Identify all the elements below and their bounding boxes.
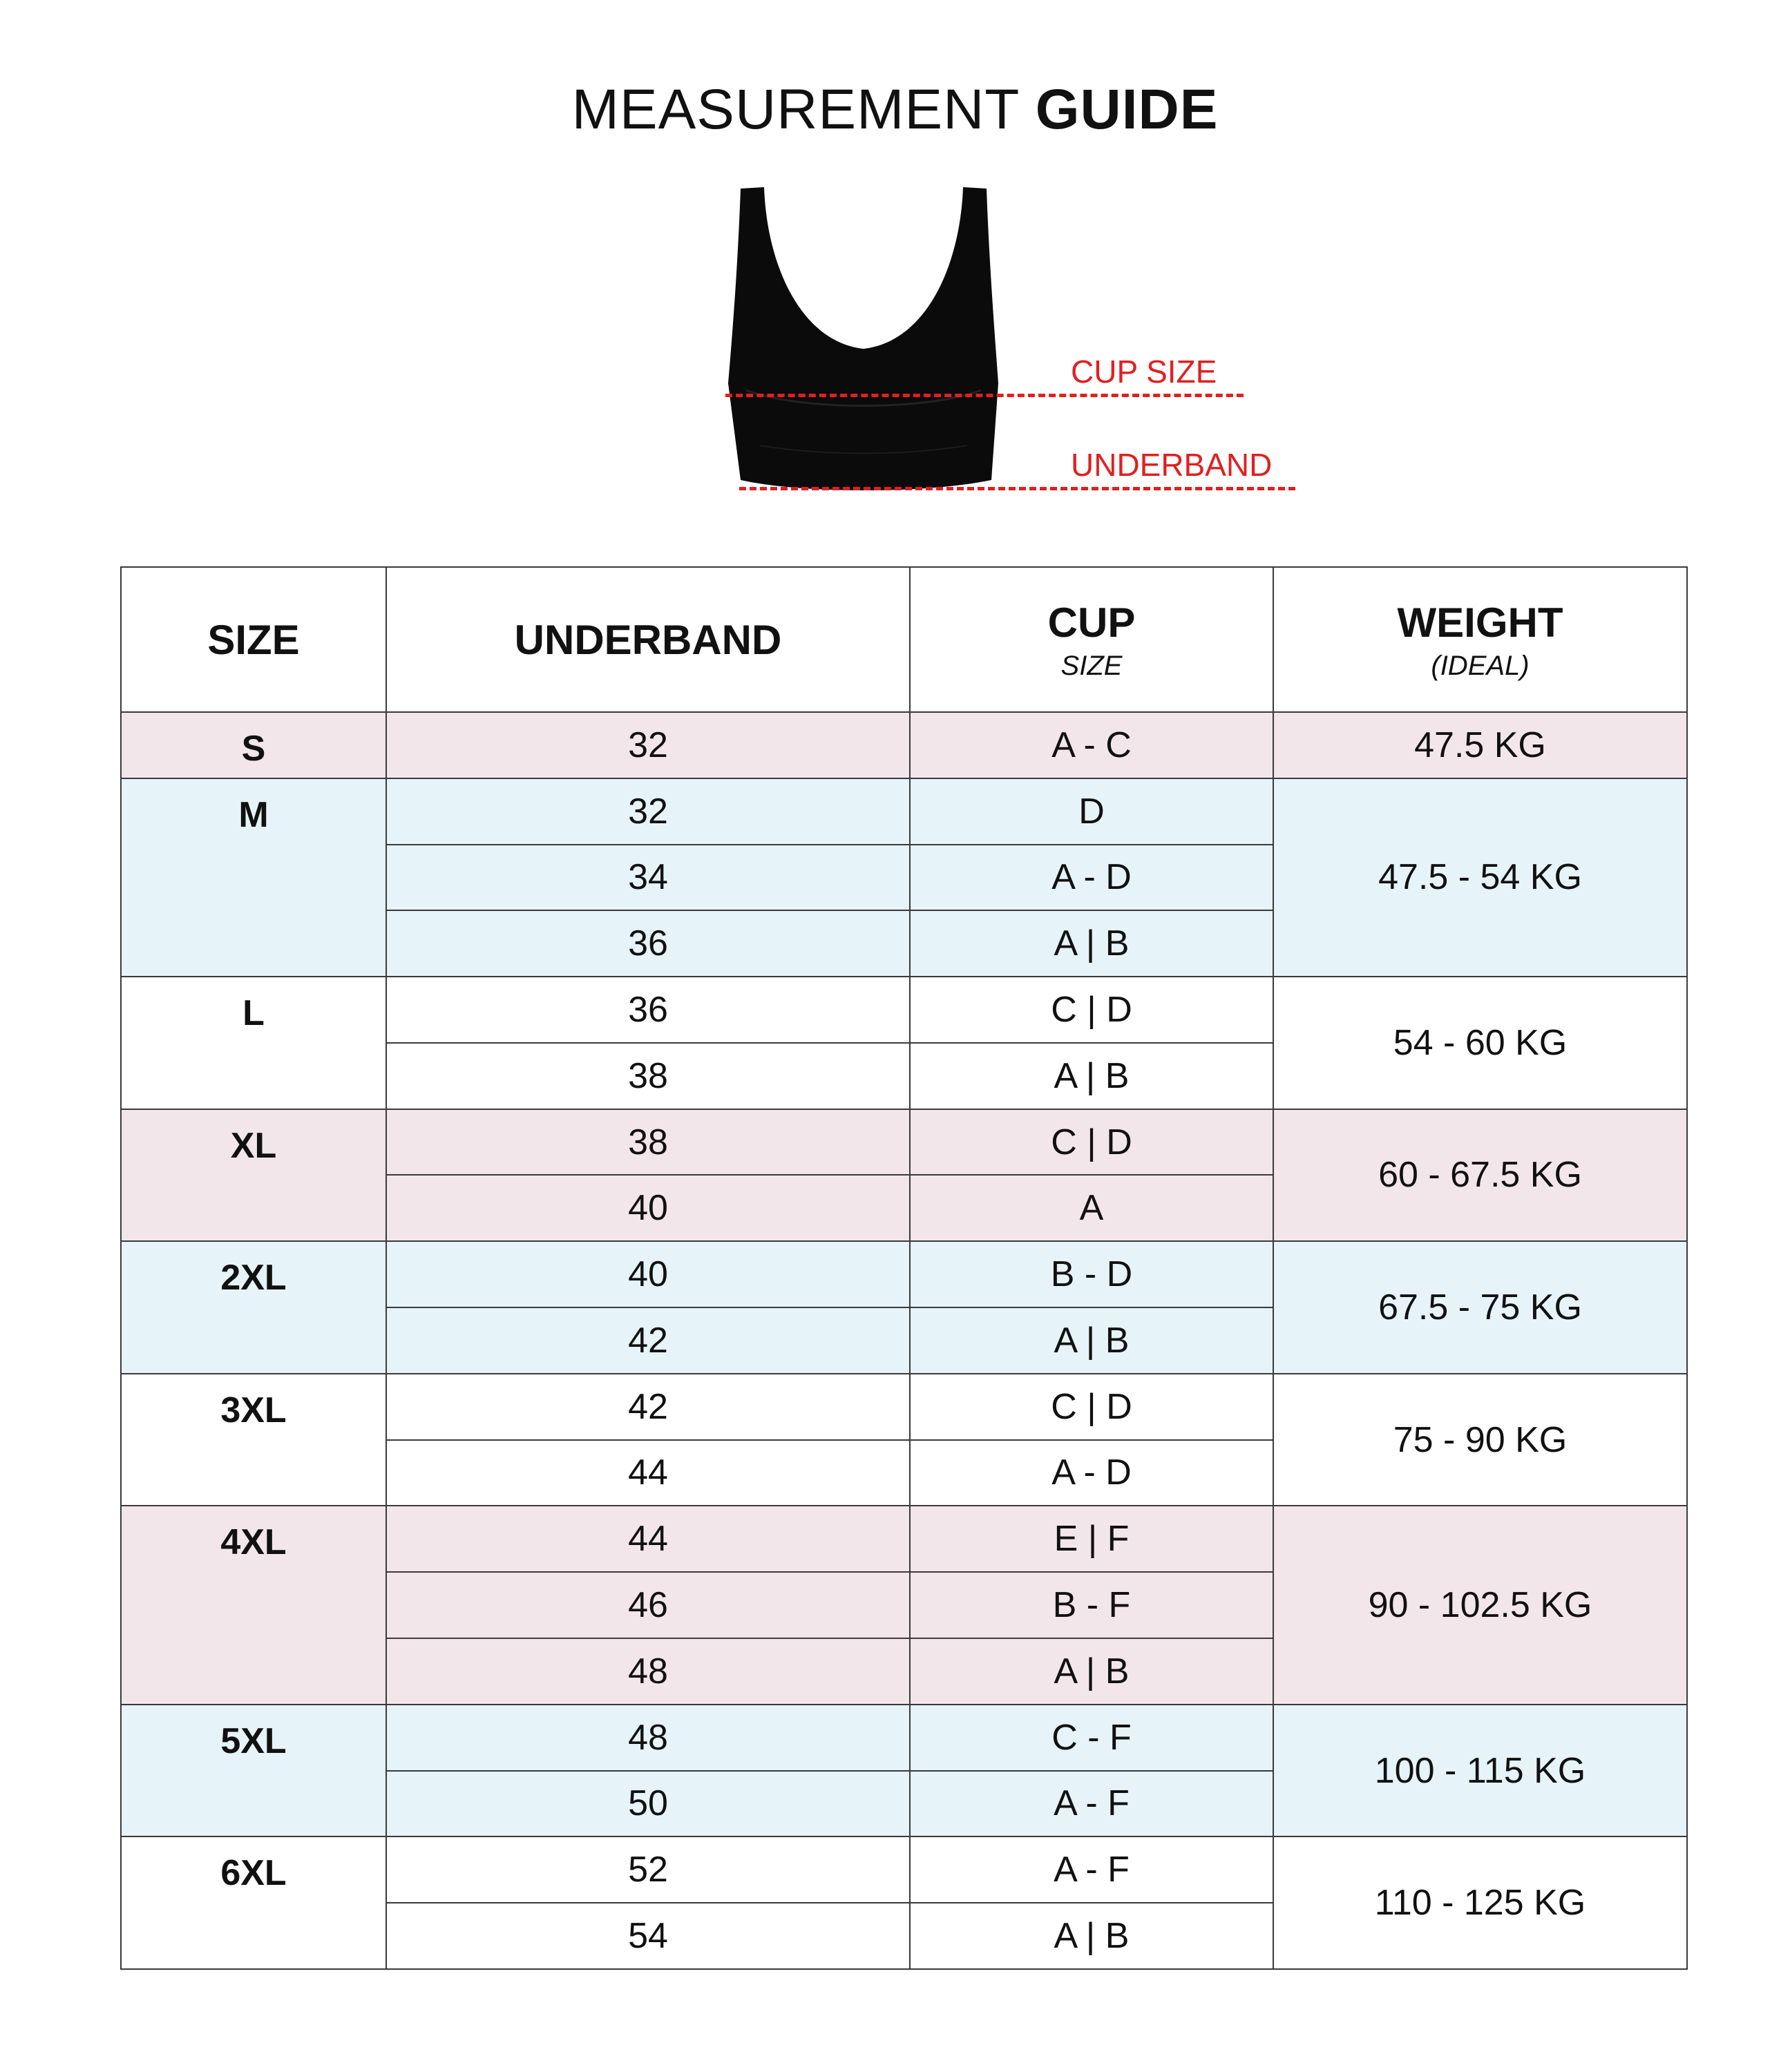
cup-cell: A | B [910, 1043, 1273, 1109]
cup-cell: A - D [910, 845, 1273, 911]
underband-cell: 38 [386, 1043, 910, 1109]
underband-cell: 46 [386, 1572, 910, 1638]
underband-cell: 48 [386, 1705, 910, 1771]
weight-cell: 75 - 90 KG [1273, 1374, 1687, 1506]
weight-cell: 60 - 67.5 KG [1273, 1109, 1687, 1242]
table-row [121, 1836, 1687, 1903]
table-row [121, 1109, 1687, 1176]
underband-label: UNDERBAND [1071, 447, 1273, 483]
cup-cell: A - D [910, 1440, 1273, 1506]
table-row [121, 977, 1687, 1043]
header-weight-sub: (IDEAL) [1431, 650, 1530, 681]
title-bold: GUIDE [1035, 78, 1219, 141]
cup-cell: A - F [910, 1771, 1273, 1837]
cup-size-label: CUP SIZE [1071, 354, 1217, 390]
cup-cell: C - F [910, 1705, 1273, 1771]
cup-cell: C | D [910, 977, 1273, 1043]
table-row [121, 778, 1687, 845]
size-cell: 2XL [121, 1241, 386, 1374]
cup-cell: A | B [910, 1638, 1273, 1705]
cup-cell: A [910, 1175, 1273, 1241]
size-cell: M [121, 778, 386, 977]
size-cell: 6XL [121, 1836, 386, 1969]
header-row [121, 567, 1687, 712]
cup-cell: E | F [910, 1506, 1273, 1572]
cup-cell: C | D [910, 1374, 1273, 1440]
cup-cell: A | B [910, 1903, 1273, 1969]
table-row [121, 1705, 1687, 1771]
title-regular: MEASUREMENT [571, 78, 1019, 141]
weight-cell: 47.5 KG [1273, 712, 1687, 778]
underband-cell: 42 [386, 1307, 910, 1374]
weight-cell: 54 - 60 KG [1273, 977, 1687, 1109]
cup-cell: A | B [910, 910, 1273, 977]
underband-cell: 48 [386, 1638, 910, 1705]
table-row [121, 1241, 1687, 1307]
size-cell: S [121, 712, 386, 778]
underband-cell: 34 [386, 845, 910, 911]
underband-cell: 40 [386, 1175, 910, 1241]
cup-cell: A - F [910, 1836, 1273, 1903]
cup-cell: A - C [910, 712, 1273, 778]
weight-cell: 90 - 102.5 KG [1273, 1506, 1687, 1704]
bra-measurement-figure [718, 183, 1313, 508]
header-underband [386, 567, 910, 712]
size-cell: 5XL [121, 1705, 386, 1837]
cup-cell: B - F [910, 1572, 1273, 1638]
header-cup-label: CUP [1047, 599, 1136, 646]
header-cup-sub: SIZE [1060, 650, 1123, 681]
size-cell: 4XL [121, 1506, 386, 1704]
header-underband-label: UNDERBAND [514, 616, 782, 663]
size-cell: 3XL [121, 1374, 386, 1506]
underband-cell: 44 [386, 1506, 910, 1572]
weight-cell: 47.5 - 54 KG [1273, 778, 1687, 977]
header-weight [1273, 567, 1687, 712]
size-cell: L [121, 977, 386, 1109]
cup-cell: A | B [910, 1307, 1273, 1374]
header-cup [910, 567, 1273, 712]
underband-cell: 44 [386, 1440, 910, 1506]
underband-cell: 32 [386, 778, 910, 845]
underband-cell: 36 [386, 910, 910, 977]
underband-cell: 54 [386, 1903, 910, 1969]
underband-cell: 32 [386, 712, 910, 778]
cup-size-line [725, 394, 1244, 397]
header-size [121, 567, 386, 712]
cup-cell: D [910, 778, 1273, 845]
underband-cell: 52 [386, 1836, 910, 1903]
underband-cell: 40 [386, 1241, 910, 1307]
table-body [121, 712, 1687, 1969]
underband-cell: 38 [386, 1109, 910, 1176]
underband-cell: 50 [386, 1771, 910, 1837]
weight-cell: 110 - 125 KG [1273, 1836, 1687, 1969]
page-title [0, 78, 1790, 141]
header-weight-label: WEIGHT [1397, 599, 1563, 646]
cup-cell: C | D [910, 1109, 1273, 1176]
size-table [120, 566, 1688, 1970]
underband-cell: 36 [386, 977, 910, 1043]
table-row [121, 712, 1687, 778]
size-cell: XL [121, 1109, 386, 1242]
underband-line [739, 487, 1295, 490]
table-row [121, 1374, 1687, 1440]
weight-cell: 100 - 115 KG [1273, 1705, 1687, 1837]
table-row [121, 1506, 1687, 1572]
sports-bra-image [718, 183, 1009, 508]
weight-cell: 67.5 - 75 KG [1273, 1241, 1687, 1374]
header-size-label: SIZE [207, 616, 300, 663]
cup-cell: B - D [910, 1241, 1273, 1307]
underband-cell: 42 [386, 1374, 910, 1440]
